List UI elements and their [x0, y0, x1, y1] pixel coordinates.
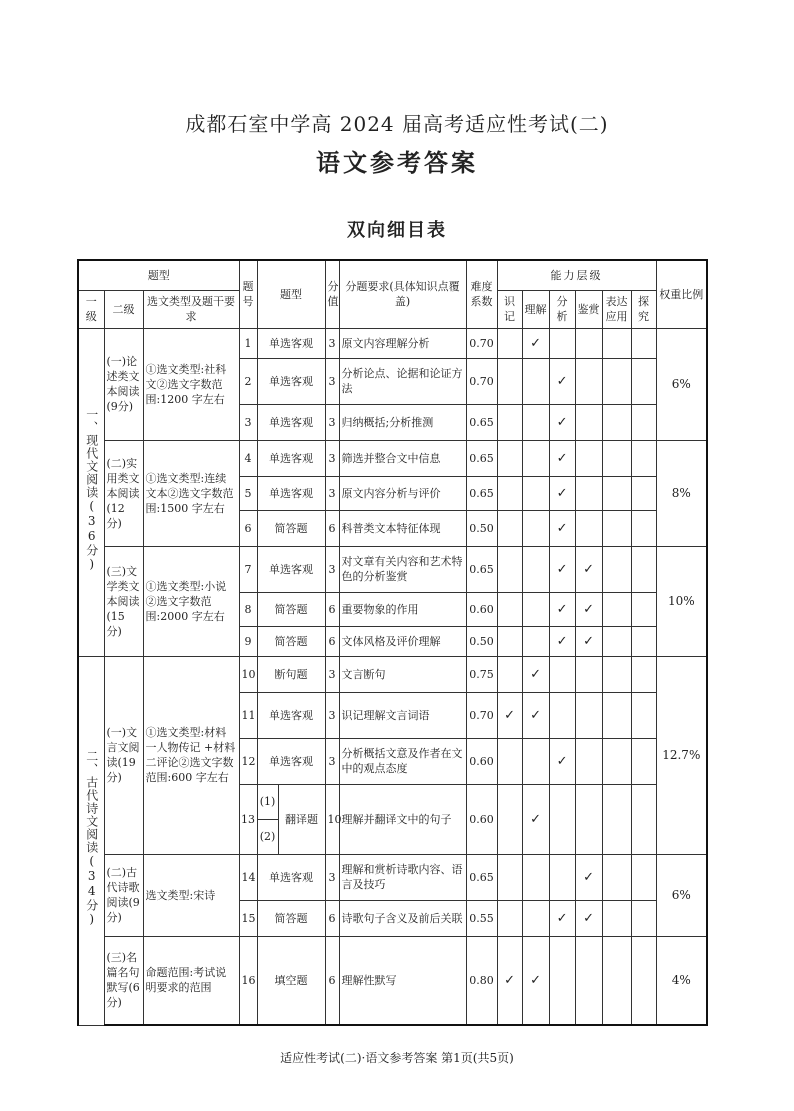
score: 3 [325, 476, 339, 510]
ability-check [575, 358, 602, 404]
header-text-type: 选文类型及题干要求 [143, 290, 239, 328]
ability-check: ✓ [522, 692, 549, 738]
ability-check [602, 656, 631, 692]
header-number: 题号 [239, 260, 257, 328]
ability-check [549, 328, 575, 358]
question-type: 单选客观 [257, 358, 325, 404]
ability-check [522, 854, 549, 900]
ability-check: ✓ [549, 592, 575, 626]
ability-check [575, 440, 602, 476]
ability-check: ✓ [549, 476, 575, 510]
question-number: 3 [239, 404, 257, 440]
header-ability-analyze: 分析 [549, 290, 575, 328]
score: 6 [325, 900, 339, 936]
ability-check: ✓ [522, 784, 549, 854]
answer-key-title: 语文参考答案 [316, 148, 478, 177]
difficulty: 0.50 [466, 510, 497, 546]
header-ability-appreciate: 鉴赏 [575, 290, 602, 328]
ability-check [631, 328, 656, 358]
header-qtype: 题型 [257, 260, 325, 328]
requirement: 理解和赏析诗歌内容、语言及技巧 [339, 854, 466, 900]
ability-check: ✓ [522, 936, 549, 1025]
text-type: ①选文类型:材料一人物传记 +材料二评论②选文字数范围:600 字左右 [143, 656, 239, 854]
difficulty: 0.60 [466, 738, 497, 784]
exam-title: 成都石室中学高 2024 届高考适应性考试(二) [185, 112, 609, 136]
ability-check [522, 440, 549, 476]
table-row [78, 546, 707, 592]
ability-check [631, 854, 656, 900]
header-ability-understand: 理解 [522, 290, 549, 328]
ability-check [575, 784, 602, 854]
ability-check [631, 738, 656, 784]
score: 3 [325, 546, 339, 592]
question-type: 简答题 [257, 900, 325, 936]
ability-check [602, 854, 631, 900]
weight-ratio: 10% [656, 546, 707, 656]
requirement: 诗歌句子含义及前后关联 [339, 900, 466, 936]
ability-check [575, 738, 602, 784]
score: 3 [325, 656, 339, 692]
ability-check [575, 510, 602, 546]
ability-check [522, 592, 549, 626]
level1-category [78, 328, 104, 656]
header-score: 分值 [325, 260, 339, 328]
difficulty: 0.70 [466, 328, 497, 358]
weight-ratio: 4% [656, 936, 707, 1025]
ability-check [575, 476, 602, 510]
score: 3 [325, 854, 339, 900]
ability-check [631, 692, 656, 738]
specification-table [77, 259, 708, 1026]
header-difficulty: 难度系数 [466, 260, 497, 328]
ability-check [549, 784, 575, 854]
ability-check [497, 358, 522, 404]
ability-check: ✓ [522, 656, 549, 692]
text-type: 命题范围:考试说明要求的范围 [143, 936, 239, 1025]
ability-check [575, 404, 602, 440]
ability-check [631, 936, 656, 1025]
ability-check [602, 900, 631, 936]
level2-category: (三)文学类文本阅读(15 分) [104, 546, 143, 656]
ability-check: ✓ [522, 328, 549, 358]
ability-check [575, 936, 602, 1025]
ability-check: ✓ [549, 546, 575, 592]
ability-check [631, 900, 656, 936]
score: 3 [325, 358, 339, 404]
header-ability-recall: 识记 [497, 290, 522, 328]
ability-check: ✓ [575, 626, 602, 656]
score: 3 [325, 328, 339, 358]
ability-check [602, 936, 631, 1025]
ability-check [575, 656, 602, 692]
requirement: 归纳概括;分析推测 [339, 404, 466, 440]
question-number: 6 [239, 510, 257, 546]
header-question-type: 题型 [78, 260, 239, 290]
ability-check [522, 404, 549, 440]
requirement: 筛选并整合文中信息 [339, 440, 466, 476]
ability-check [631, 546, 656, 592]
requirement: 对文章有关内容和艺术特色的分析鉴赏 [339, 546, 466, 592]
header-level2: 二级 [104, 290, 143, 328]
ability-check [631, 510, 656, 546]
ability-check [602, 738, 631, 784]
ability-check [549, 692, 575, 738]
ability-check [602, 476, 631, 510]
text-type: 选文类型:宋诗 [143, 854, 239, 936]
ability-check: ✓ [549, 440, 575, 476]
weight-ratio: 6% [656, 854, 707, 936]
requirement: 科普类文本特征体现 [339, 510, 466, 546]
sub-question-label: (2) [259, 830, 276, 843]
score: 3 [325, 404, 339, 440]
question-number: 1 [239, 328, 257, 358]
question-number [239, 784, 257, 854]
ability-check [602, 510, 631, 546]
question-number: 16 [239, 936, 257, 1025]
question-type: 简答题 [257, 626, 325, 656]
ability-check [602, 404, 631, 440]
table-row [78, 440, 707, 476]
difficulty: 0.70 [466, 692, 497, 738]
question-number: 2 [239, 358, 257, 404]
question-type: 简答题 [257, 592, 325, 626]
ability-check [497, 854, 522, 900]
ability-check [631, 626, 656, 656]
difficulty: 0.55 [466, 900, 497, 936]
ability-check: ✓ [497, 692, 522, 738]
ability-check [497, 592, 522, 626]
weight-ratio: 12.7% [656, 656, 707, 854]
ability-check: ✓ [549, 626, 575, 656]
question-type: 断句题 [257, 656, 325, 692]
ability-check [522, 626, 549, 656]
text-type: ①选文类型:社科文②选文字数范围:1200 字左右 [143, 328, 239, 440]
header-weight: 权重比例 [656, 260, 707, 328]
level2-category: (三)名篇名句默写(6 分) [104, 936, 143, 1025]
question-number: 5 [239, 476, 257, 510]
header-ability: 能力层级 [497, 260, 656, 290]
ability-check [602, 784, 631, 854]
score: 3 [325, 692, 339, 738]
sub-question-label: (1) [258, 785, 278, 820]
ability-check [631, 440, 656, 476]
level1-category [78, 656, 104, 1025]
ability-check [522, 510, 549, 546]
ability-check [602, 592, 631, 626]
ability-check [522, 546, 549, 592]
ability-check [497, 510, 522, 546]
question-number: 15 [239, 900, 257, 936]
requirement: 原文内容分析与评价 [339, 476, 466, 510]
level1-label: 二、古代诗文阅读(34分) [84, 750, 99, 927]
ability-check [602, 546, 631, 592]
level2-category: (二)古代诗歌阅读(9 分) [104, 854, 143, 936]
question-number: 8 [239, 592, 257, 626]
difficulty: 0.75 [466, 656, 497, 692]
difficulty: 0.60 [466, 592, 497, 626]
ability-check [631, 656, 656, 692]
ability-check [549, 854, 575, 900]
difficulty: 0.65 [466, 440, 497, 476]
header-ability-express: 表达应用 [602, 290, 631, 328]
ability-check [497, 476, 522, 510]
ability-check [602, 328, 631, 358]
ability-check [522, 358, 549, 404]
ability-check: ✓ [549, 404, 575, 440]
question-type: 单选客观 [257, 546, 325, 592]
question-type: 简答题 [257, 510, 325, 546]
requirement: 文言断句 [339, 656, 466, 692]
ability-check [497, 626, 522, 656]
page-footer: 适应性考试(二)·语文参考答案 第1页(共5页) [280, 1051, 514, 1065]
ability-check [497, 404, 522, 440]
header-ability-explore: 探究 [631, 290, 656, 328]
table-row [78, 656, 707, 692]
ability-check [631, 784, 656, 854]
difficulty: 0.80 [466, 936, 497, 1025]
score: 6 [325, 592, 339, 626]
ability-check [549, 936, 575, 1025]
difficulty: 0.60 [466, 784, 497, 854]
ability-check [497, 440, 522, 476]
level2-category: (一)文言文阅读(19 分) [104, 656, 143, 854]
ability-check [497, 328, 522, 358]
ability-check [497, 900, 522, 936]
question-type-label: 翻译题 [285, 812, 319, 826]
level2-category: (一)论述类文本阅读(9分) [104, 328, 143, 440]
table-row [78, 328, 707, 358]
ability-check: ✓ [549, 510, 575, 546]
question-type: 单选客观 [257, 440, 325, 476]
ability-check [522, 476, 549, 510]
difficulty: 0.65 [466, 854, 497, 900]
question-type: 单选客观 [257, 476, 325, 510]
question-number: 4 [239, 440, 257, 476]
requirement: 文体风格及评价理解 [339, 626, 466, 656]
ability-check [575, 692, 602, 738]
difficulty: 0.70 [466, 358, 497, 404]
ability-check: ✓ [575, 900, 602, 936]
score: 3 [325, 738, 339, 784]
question-type: 单选客观 [257, 692, 325, 738]
question-type: 单选客观 [257, 328, 325, 358]
question-type: 填空题 [257, 936, 325, 1025]
ability-check [602, 358, 631, 404]
question-number: 11 [239, 692, 257, 738]
ability-check: ✓ [549, 738, 575, 784]
ability-check [631, 404, 656, 440]
question-type: 单选客观 [257, 854, 325, 900]
score: 6 [325, 510, 339, 546]
ability-check: ✓ [575, 546, 602, 592]
text-type: ①选文类型:连续文本②选文字数范围:1500 字左右 [143, 440, 239, 546]
table-title: 双向细目表 [347, 220, 447, 241]
question-number-label: 13 [241, 812, 256, 826]
weight-ratio: 6% [656, 328, 707, 440]
ability-check [631, 476, 656, 510]
question-number: 14 [239, 854, 257, 900]
table-row [78, 854, 707, 900]
text-type: ①选文类型:小说②选文字数范围:2000 字左右 [143, 546, 239, 656]
score: 10 [325, 784, 339, 854]
difficulty: 0.65 [466, 546, 497, 592]
difficulty: 0.50 [466, 626, 497, 656]
question-number: 7 [239, 546, 257, 592]
ability-check [497, 546, 522, 592]
table-row [78, 936, 707, 1025]
score: 6 [325, 936, 339, 1025]
ability-check: ✓ [575, 854, 602, 900]
requirement: 分析论点、论据和论证方法 [339, 358, 466, 404]
question-type [257, 784, 325, 854]
score: 6 [325, 626, 339, 656]
ability-check [497, 656, 522, 692]
question-type: 单选客观 [257, 404, 325, 440]
level2-category: (二)实用类文本阅读(12 分) [104, 440, 143, 546]
ability-check: ✓ [497, 936, 522, 1025]
level1-label: 一、现代文阅读(36分) [84, 408, 99, 572]
ability-check [575, 328, 602, 358]
ability-check: ✓ [575, 592, 602, 626]
score: 3 [325, 440, 339, 476]
question-number: 12 [239, 738, 257, 784]
difficulty: 0.65 [466, 404, 497, 440]
header-requirement: 分题要求(具体知识点覆盖) [339, 260, 466, 328]
requirement: 理解并翻译文中的句子 [339, 784, 466, 854]
question-type: 单选客观 [257, 738, 325, 784]
ability-check [497, 738, 522, 784]
ability-check [631, 358, 656, 404]
ability-check: ✓ [549, 358, 575, 404]
header-level1: 一级 [78, 290, 104, 328]
ability-check [522, 738, 549, 784]
ability-check [497, 784, 522, 854]
requirement: 原文内容理解分析 [339, 328, 466, 358]
requirement: 理解性默写 [339, 936, 466, 1025]
ability-check [522, 900, 549, 936]
requirement: 分析概括文意及作者在文中的观点态度 [339, 738, 466, 784]
ability-check: ✓ [549, 900, 575, 936]
requirement: 重要物象的作用 [339, 592, 466, 626]
question-number: 9 [239, 626, 257, 656]
ability-check [631, 592, 656, 626]
question-number: 10 [239, 656, 257, 692]
ability-check [602, 626, 631, 656]
ability-check [549, 656, 575, 692]
difficulty: 0.65 [466, 476, 497, 510]
ability-check [602, 440, 631, 476]
weight-ratio: 8% [656, 440, 707, 546]
requirement: 识记理解文言词语 [339, 692, 466, 738]
ability-check [602, 692, 631, 738]
